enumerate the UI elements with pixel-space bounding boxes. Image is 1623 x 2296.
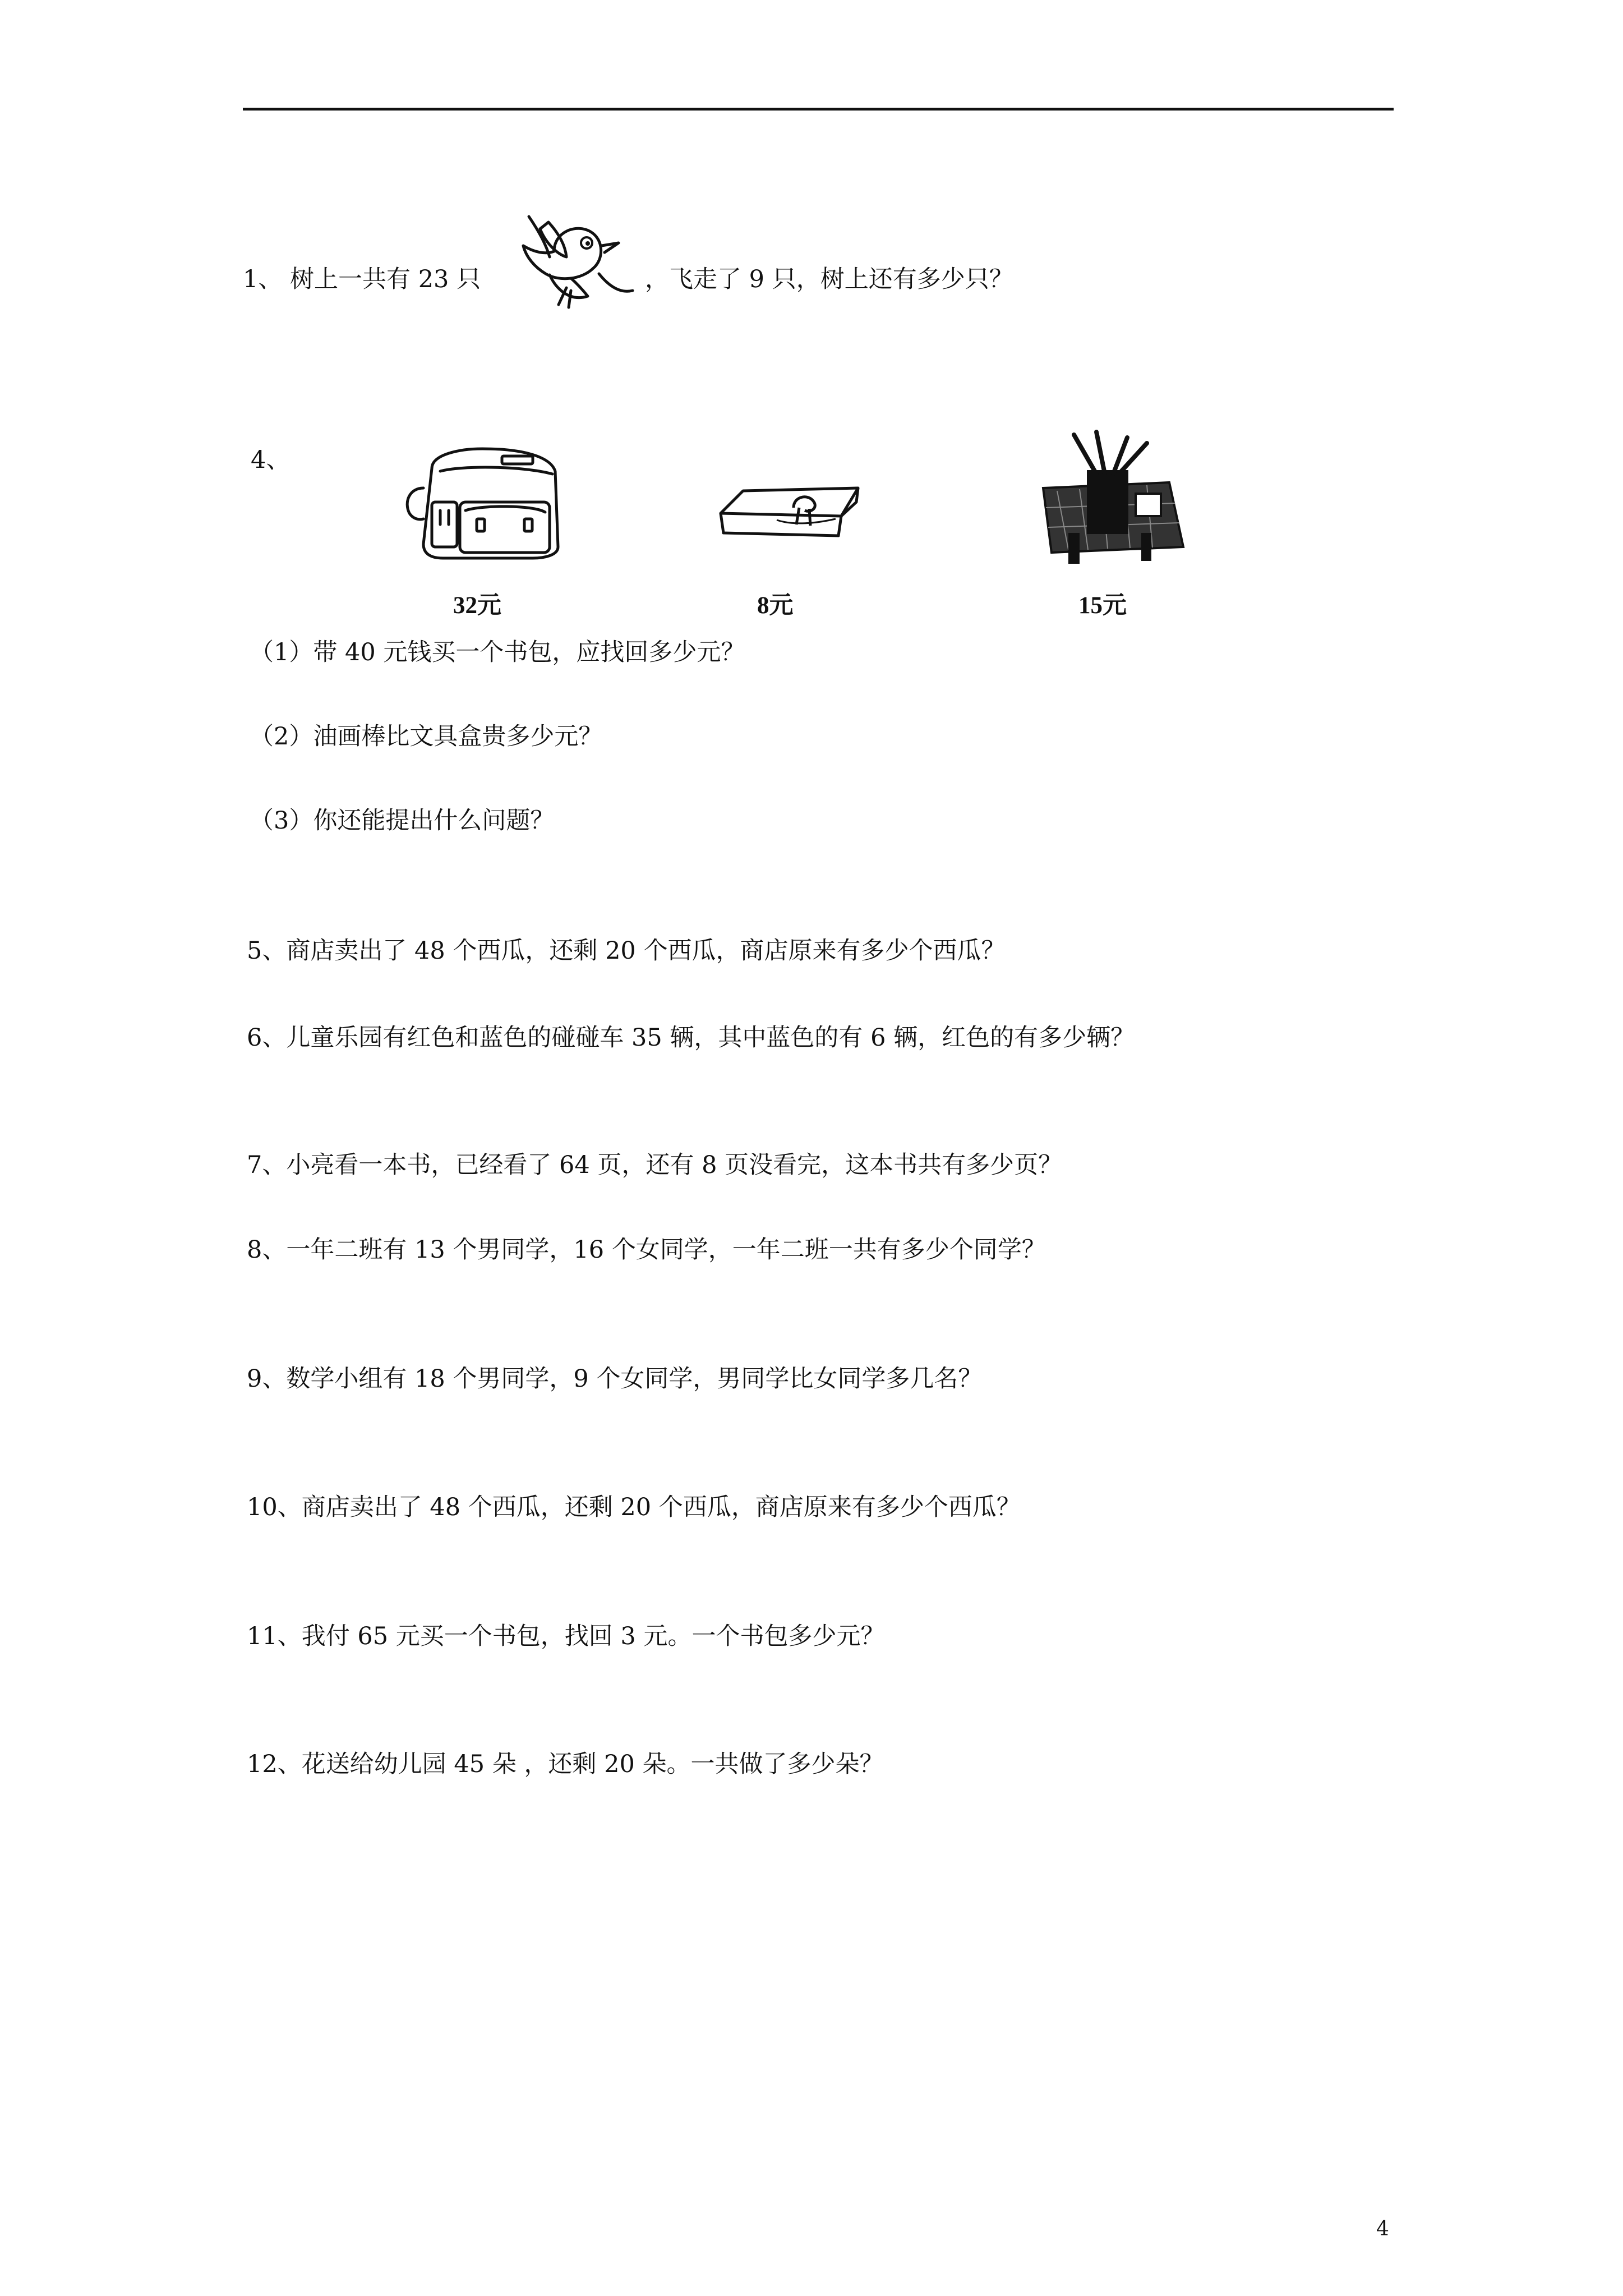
- question-9: 9、数学小组有 18 个男同学，9 个女同学，男同学比女同学多几名？: [247, 1365, 983, 1393]
- oil-pastels-icon: [1035, 426, 1192, 567]
- question-12: 12、花送给幼儿园 45 朵 ，还剩 20 朵。一共做了多少朵？: [247, 1750, 884, 1778]
- question-1-text-after: ，飞走了 9 只，树上还有多少只？: [645, 265, 1013, 293]
- question-8: 8、一年二班有 13 个男同学，16 个女同学，一年二班一共有多少个同学？: [247, 1236, 1046, 1264]
- pencil-box-price: 8元: [757, 592, 794, 619]
- question-4-sub-1: （1）带 40 元钱买一个书包，应找回多少元？: [250, 638, 745, 666]
- question-1-text-before: 1、 树上一共有 23 只: [243, 265, 481, 293]
- bird-icon: [515, 212, 638, 313]
- question-4-sub-3: （3）你还能提出什么问题？: [250, 807, 555, 835]
- page-number: 4: [1376, 2217, 1389, 2240]
- schoolbag-icon: [398, 440, 566, 564]
- pencil-box-icon: [709, 474, 866, 547]
- question-5: 5、商店卖出了 48 个西瓜，还剩 20 个西瓜，商店原来有多少个西瓜？: [247, 937, 1006, 965]
- question-4-number: 4、: [251, 446, 291, 474]
- question-10: 10、商店卖出了 48 个西瓜，还剩 20 个西瓜，商店原来有多少个西瓜？: [247, 1493, 1021, 1521]
- question-6: 6、儿童乐园有红色和蓝色的碰碰车 35 辆，其中蓝色的有 6 辆，红色的有多少辆？: [247, 1024, 1135, 1052]
- question-11: 11、我付 65 元买一个书包，找回 3 元。一个书包多少元？: [247, 1622, 885, 1650]
- question-4-sub-2: （2）油画棒比文具盒贵多少元？: [250, 723, 603, 751]
- oil-pastels-price: 15元: [1078, 592, 1127, 619]
- schoolbag-price: 32元: [453, 592, 501, 619]
- question-7: 7、小亮看一本书，已经看了 64 页，还有 8 页没看完，这本书共有多少页？: [247, 1151, 1063, 1179]
- header-rule: [243, 108, 1394, 111]
